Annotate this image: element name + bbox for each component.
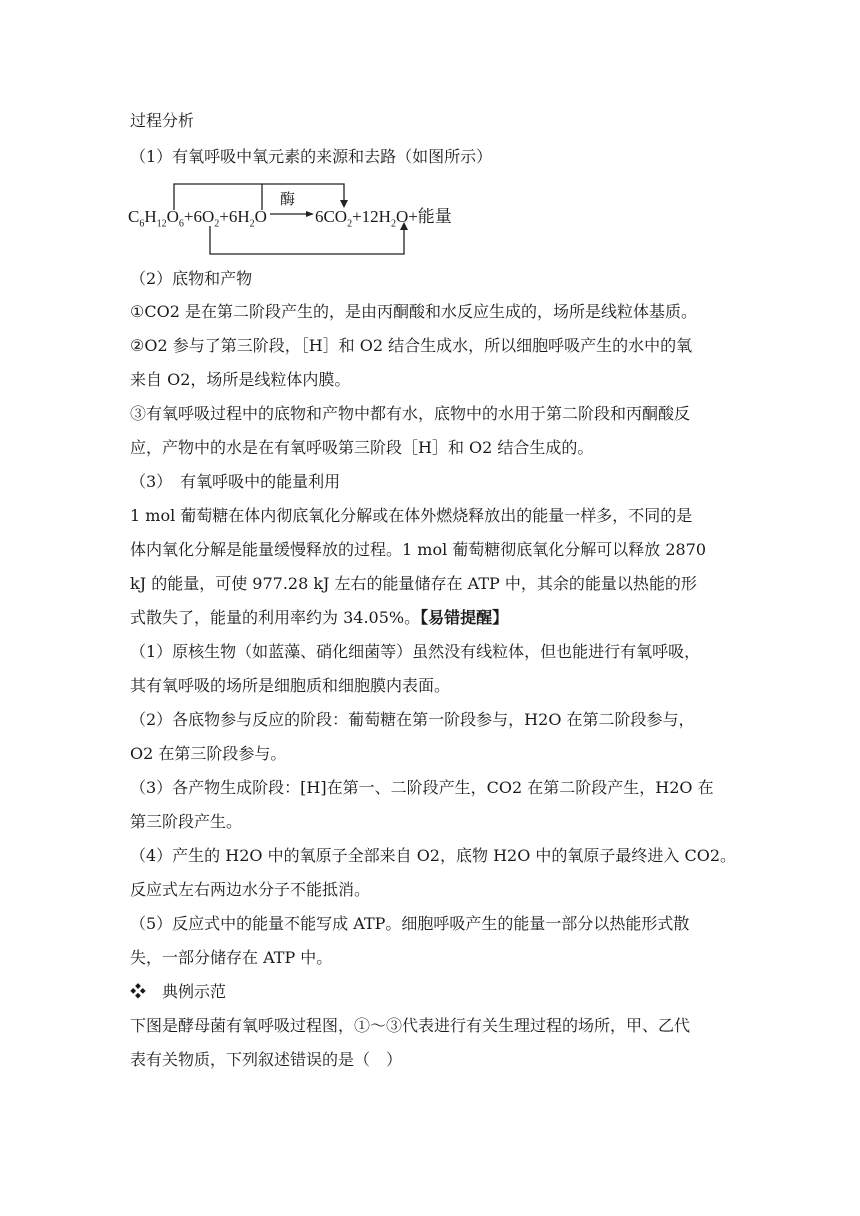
section-2-point-2-line-2: 来自 O2，场所是线粒体内膜。 [130, 370, 351, 389]
tip-4-line-1: （4）产生的 H2O 中的氧原子全部来自 O2，底物 H2O 中的氧原子最终进入 CO2。 [130, 846, 737, 865]
tip-1-line-2: 其有氧呼吸的场所是细胞质和细胞膜内表面。 [130, 676, 451, 695]
section-2-point-1: ①CO2 是在第二阶段产生的，是由丙酮酸和水反应生成的，场所是线粒体基质。 [130, 302, 697, 321]
section-2-point-3-line-2: 应，产物中的水是在有氧呼吸第三阶段［H］和 O2 结合生成的。 [130, 438, 594, 457]
equation-text [128, 202, 452, 229]
oxygen-pathway-equation [128, 180, 458, 260]
section-3-line-1: 1 mol 葡萄糖在体内彻底氧化分解或在体外燃烧释放出的能量一样多，不同的是 [130, 506, 693, 525]
example-title: 典例示范 [162, 982, 227, 1001]
example-heading [130, 982, 226, 1002]
tip-3-line-1: （3）各产物生成阶段：[H]在第一、二阶段产生，CO2 在第二阶段产生，H2O 在 [130, 778, 714, 797]
section-3-line-2: 体内氧化分解是能量缓慢释放的过程。1 mol 葡萄糖彻底氧化分解可以释放 2870 [130, 540, 707, 559]
reactants: $C_6H_{12}O_6+6O_2+6H_2O$ [128, 207, 267, 230]
energy-efficiency-text: 式散失了，能量的利用率约为 34.05%。 [130, 608, 421, 627]
section-2-point-2-line-1: ②O2 参与了第三阶段，［H］和 O2 结合生成水，所以细胞呼吸产生的水中的氧 [130, 336, 693, 355]
tip-2-line-2: O2 在第三阶段参与。 [130, 744, 287, 763]
section-2-title: （2）底物和产物 [130, 269, 253, 288]
heading: 过程分析 [130, 111, 195, 130]
question-line-1: 下图是酵母菌有氧呼吸过程图，①～③代表进行有关生理过程的场所，甲、乙代 [130, 1016, 691, 1035]
section-1-title: （1）有氧呼吸中氧元素的来源和去路（如图所示） [130, 147, 493, 166]
tip-1-line-1: （1）原核生物（如蓝藻、硝化细菌等）虽然没有线粒体，但也能进行有氧呼吸， [130, 642, 701, 661]
question-line-2: 表有关物质，下列叙述错误的是（ ） [130, 1050, 403, 1069]
section-3-line-3: kJ 的能量，可使 977.28 kJ 左右的能量储存在 ATP 中，其余的能量以热能的形 [130, 574, 697, 593]
tip-2-line-1: （2）各底物参与反应的阶段：葡萄糖在第一阶段参与，H2O 在第二阶段参与， [130, 710, 695, 729]
diamond-bullet-icon: ❖ [130, 982, 147, 1001]
tip-5-line-2: 失，一部分储存在 ATP 中。 [130, 948, 333, 967]
section-2-point-3-line-1: ③有氧呼吸过程中的底物和产物中都有水，底物中的水用于第二阶段和丙酮酸反 [130, 404, 691, 423]
tip-5-line-1: （5）反应式中的能量不能写成 ATP。细胞呼吸产生的能量一部分以热能形式散 [130, 914, 690, 933]
products: $6CO_2+12H_2O+$能量 [314, 207, 452, 230]
tip-4-line-2: 反应式左右两边水分子不能抵消。 [130, 880, 371, 899]
section-3-line-4 [130, 608, 508, 628]
error-tip-heading: 【易错提醒】 [420, 608, 509, 627]
enzyme-label: 酶 [280, 190, 296, 208]
tip-3-line-2: 第三阶段产生。 [130, 812, 243, 831]
section-3-title: （3） 有氧呼吸中的能量利用 [130, 472, 341, 491]
